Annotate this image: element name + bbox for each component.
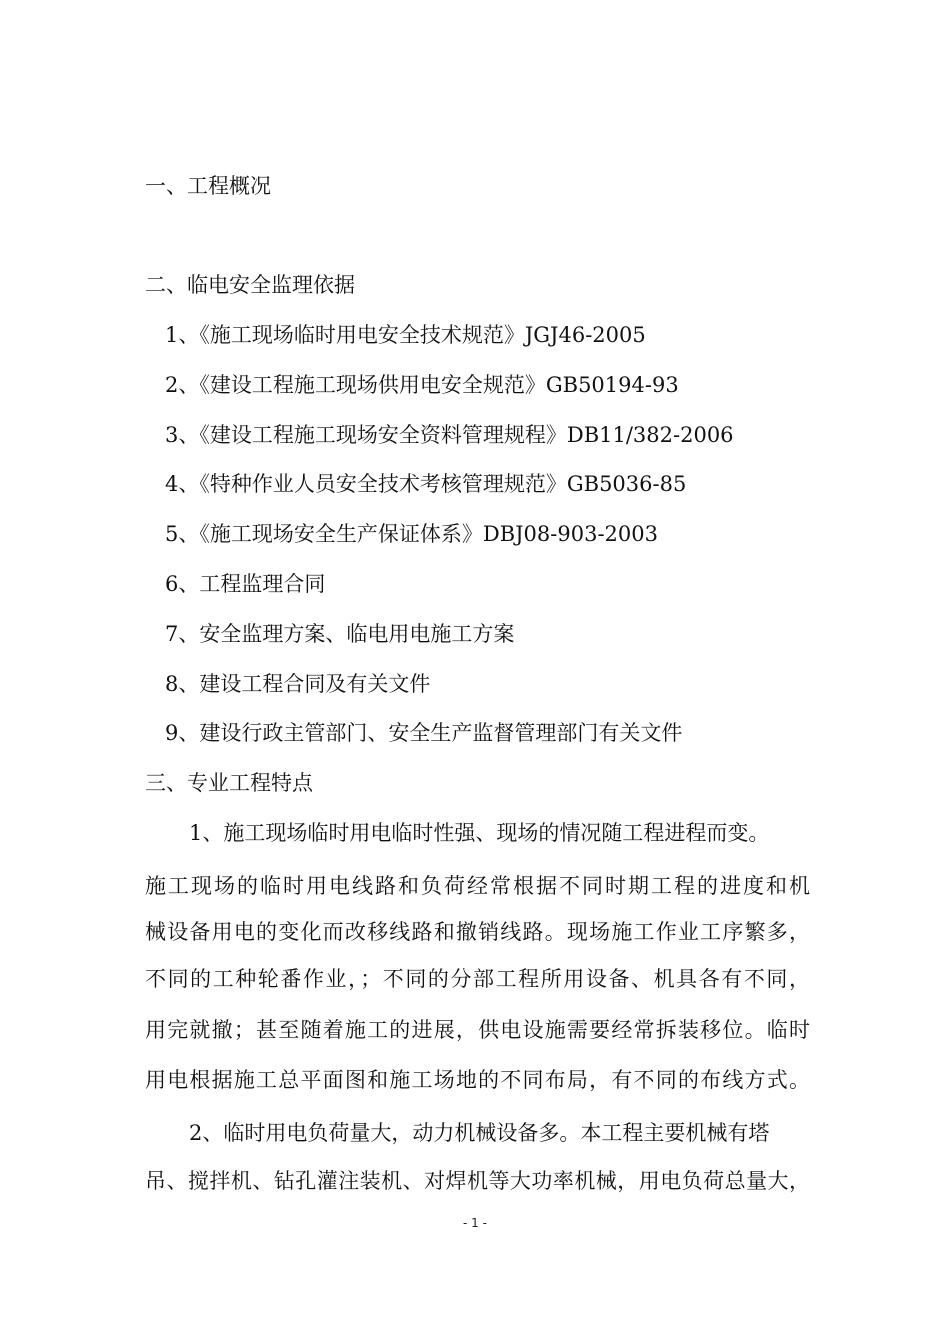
paragraph-line: 1、施工现场临时用电临时性强、现场的情况随工程进程而变。 (189, 821, 770, 845)
paragraph-line: 用电根据施工总平面图和施工场地的不同布局，有不同的布线方式。 (145, 1068, 810, 1092)
basis-list-item: 2、《建设工程施工现场供用电安全规范》GB50194-93 (165, 373, 679, 397)
basis-list-item: 1、《施工现场临时用电安全技术规范》JGJ46-2005 (165, 323, 646, 347)
paragraph-line: 施工现场的临时用电线路和负荷经常根据不同时期工程的进度和机 (145, 874, 810, 898)
paragraph-line: 不同的工种轮番作业，；不同的分部工程所用设备、机具各有不同， (145, 967, 810, 991)
section-heading-features: 三、专业工程特点 (145, 771, 313, 795)
basis-list-item: 7、安全监理方案、临电用电施工方案 (165, 622, 515, 646)
paragraph-line: 吊、搅拌机、钻孔灌注装机、对焊机等大功率机械，用电负荷总量大， (145, 1169, 810, 1193)
basis-list-item: 6、工程监理合同 (165, 572, 326, 596)
basis-list-item: 3、《建设工程施工现场安全资料管理规程》DB11/382-2006 (165, 423, 734, 447)
page-number: - 1 - (463, 1216, 487, 1230)
section-heading-overview: 一、工程概况 (145, 174, 271, 198)
basis-list-item: 9、建设行政主管部门、安全生产监督管理部门有关文件 (165, 721, 683, 745)
paragraph-line: 用完就撤；甚至随着施工的进展，供电设施需要经常拆装移位。临时 (145, 1018, 810, 1042)
paragraph-line: 械设备用电的变化而改移线路和撤销线路。现场施工作业工序繁多， (145, 920, 810, 944)
basis-list-item: 8、建设工程合同及有关文件 (165, 672, 431, 696)
basis-list-item: 5、《施工现场安全生产保证体系》DBJ08-903-2003 (165, 522, 658, 546)
paragraph-line: 2、临时用电负荷量大，动力机械设备多。本工程主要机械有塔 (189, 1121, 770, 1145)
section-heading-basis: 二、临电安全监理依据 (145, 273, 355, 297)
basis-list-item: 4、《特种作业人员安全技术考核管理规范》GB5036-85 (165, 472, 687, 496)
